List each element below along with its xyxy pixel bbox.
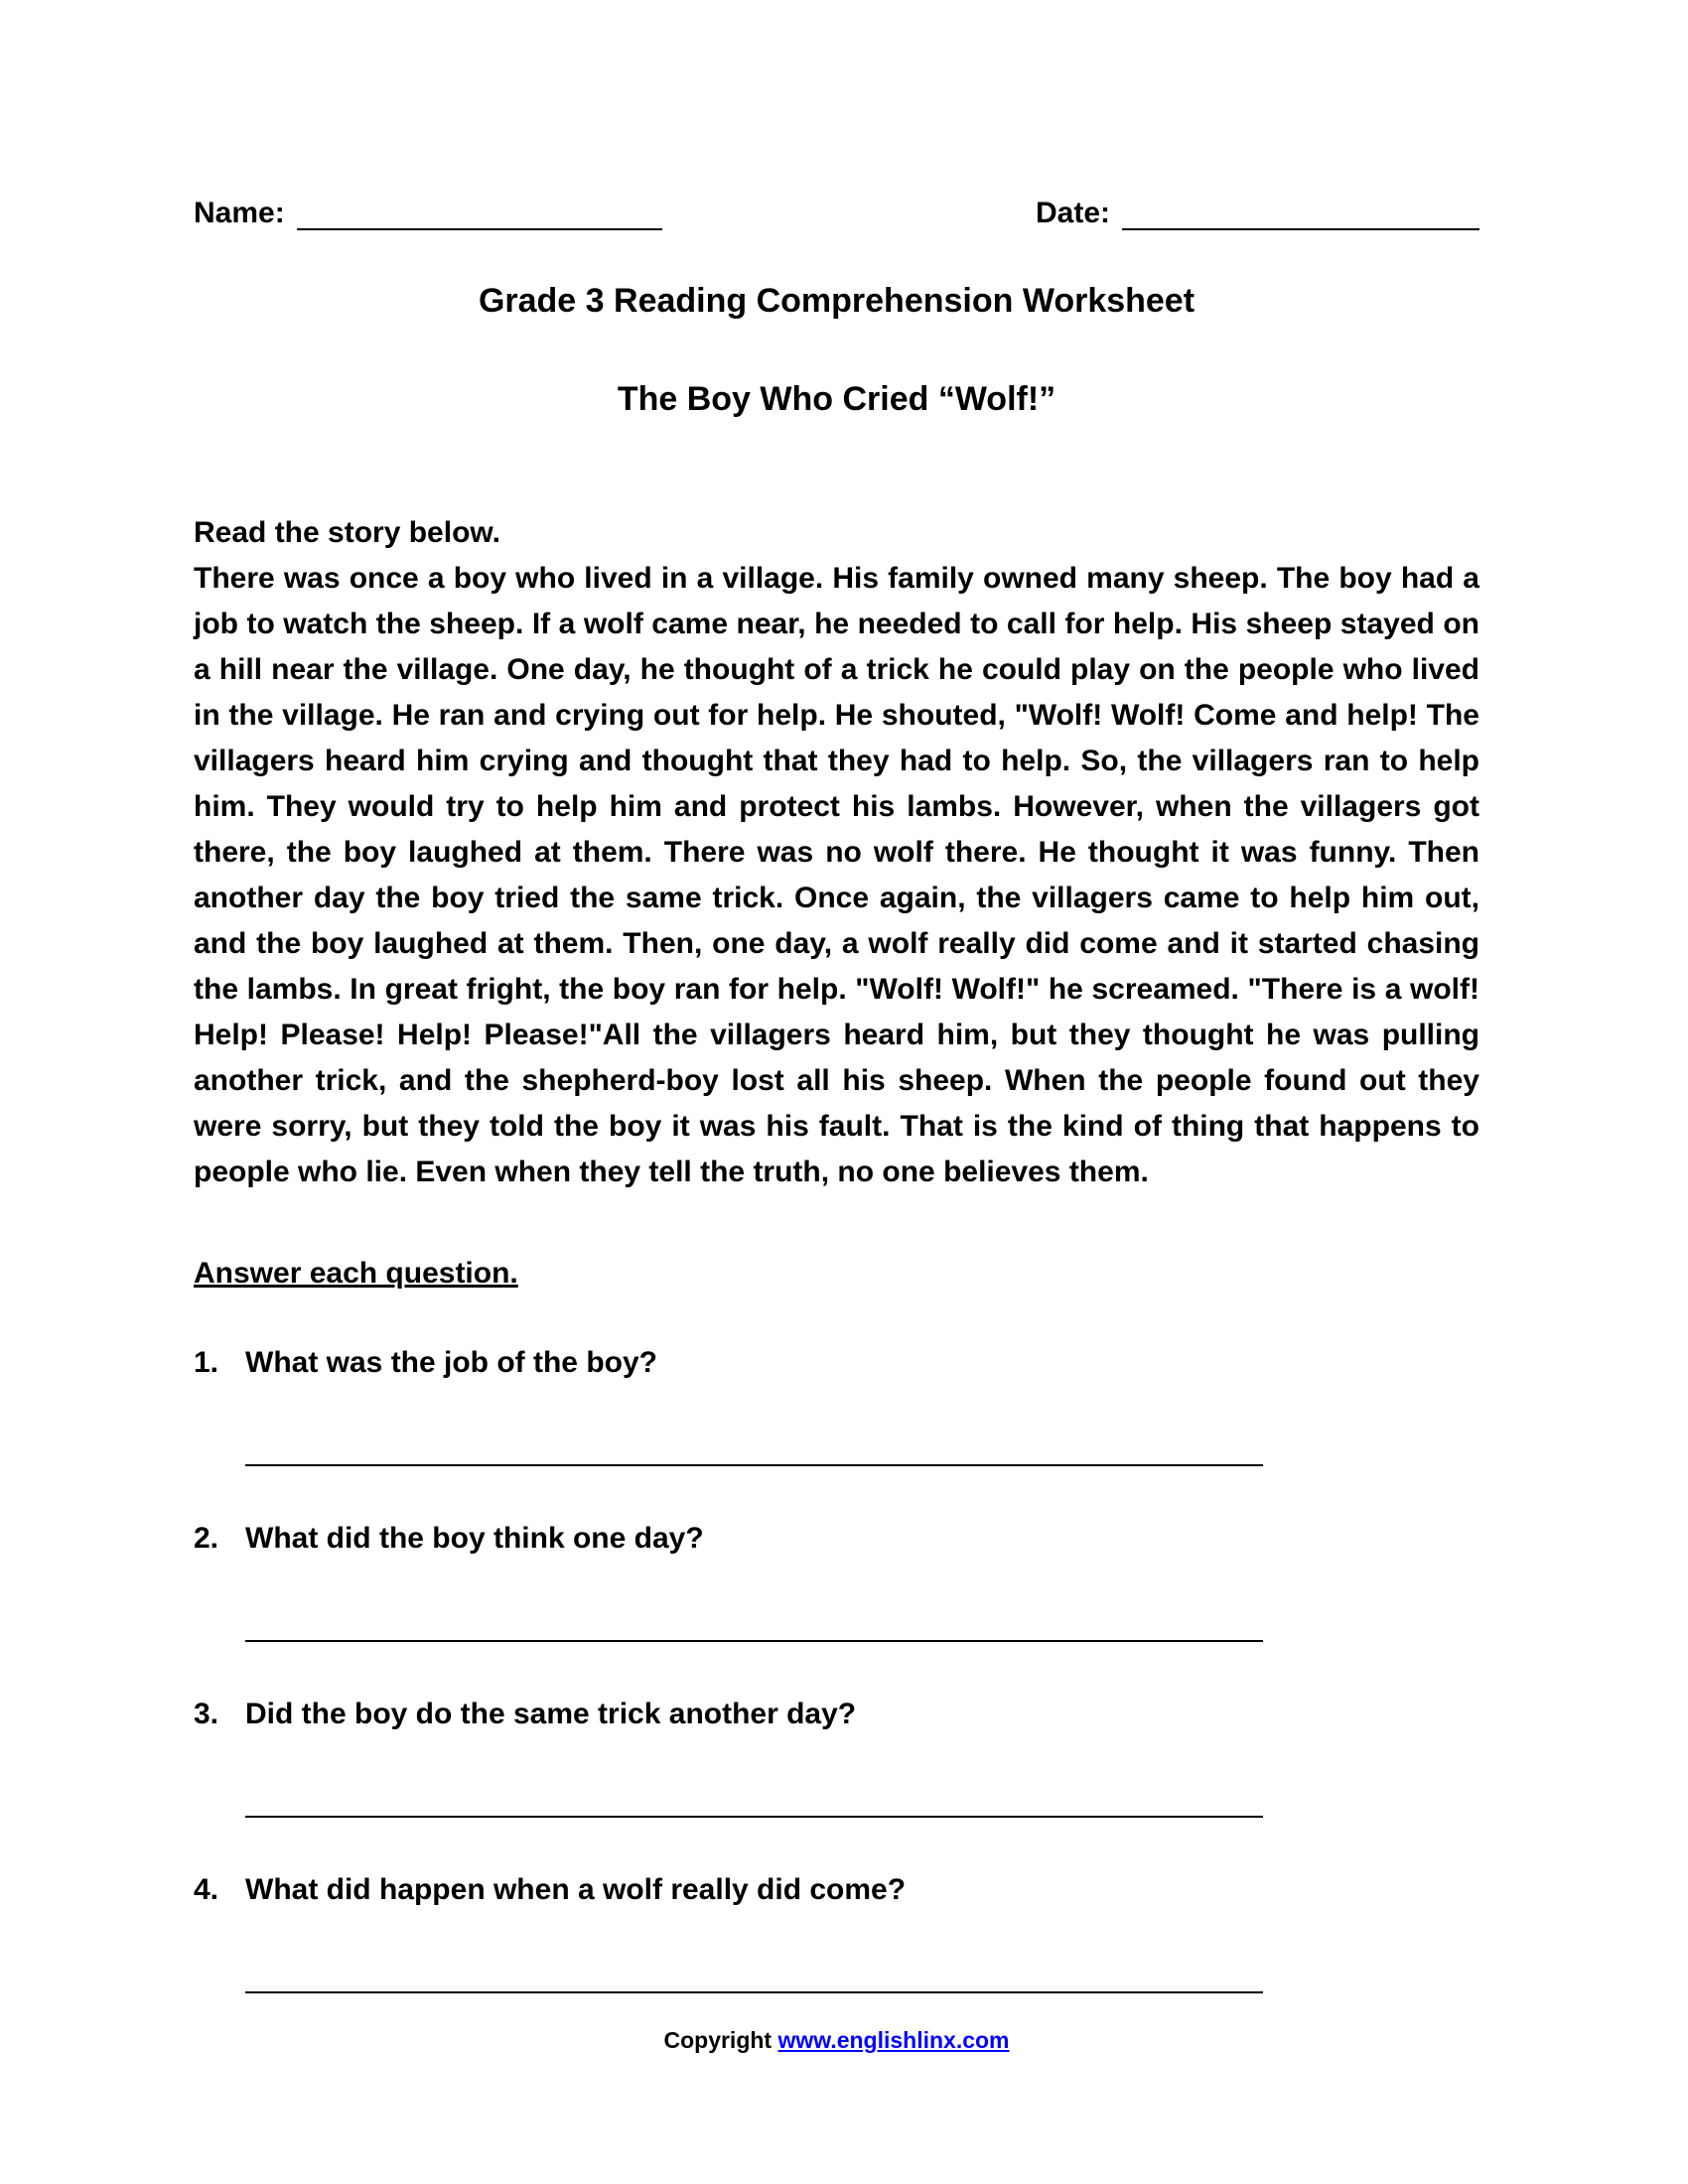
answer-blank-line [245, 1463, 1263, 1466]
story-text: There was once a boy who lived in a village. His family owned many sheep. The boy had a job to watch the sheep. If a wolf came near, he needed to call for help. His sheep stayed on a hill near the village. One day, he thought of a trick he could play on the people who lived in the village. He ran and crying out for help. He shouted, "Wolf! Wolf! Come and help! The villagers heard him crying and thought that they had to help. So, the villagers ran to help him. They would try to help him and protect his lambs. However, when the villagers got there, the boy laughed at them. There was no wolf there. He thought it was funny. Then another day the boy tried the same trick. Once again, the villagers came to help him out, and the boy laughed at them. Then, one day, a wolf really did come and it started chasing the lambs. In great fright, the boy ran for help. "Wolf! Wolf!" he screamed. "There is a wolf! Help! Please! Help! Please!"All the villagers heard him, but they thought he was pulling another trick, and the shepherd-boy lost all his sheep. When the people found out they were sorry, but they told the boy it was his fault. That is the kind of thing that happens to people who lie. Even when they tell the truth, no one believes them. [194, 562, 1479, 1188]
header-row [194, 197, 1479, 230]
question-number: 3. [194, 1698, 219, 1730]
answer-blank-line [245, 1815, 1263, 1818]
question-line [194, 1520, 1479, 1558]
question-text: What did the boy think one day? [245, 1522, 704, 1555]
question-line [194, 1344, 1479, 1382]
name-field [194, 197, 662, 230]
page-title: Grade 3 Reading Comprehension Worksheet [478, 282, 1196, 320]
question-4 [194, 1871, 1479, 1993]
name-label: Name: [194, 197, 285, 229]
question-number: 2. [194, 1522, 219, 1555]
story-title: The Boy Who Cried “Wolf!” [617, 380, 1056, 418]
question-text: What did happen when a wolf really did come? [245, 1873, 907, 1906]
date-blank-line [1122, 199, 1479, 230]
question-number: 4. [194, 1873, 219, 1906]
footer [194, 2027, 1479, 2054]
date-label: Date: [1035, 197, 1110, 229]
question-text: What was the job of the boy? [245, 1346, 657, 1379]
question-line [194, 1871, 1479, 1909]
name-blank-line [297, 199, 662, 230]
question-1 [194, 1344, 1479, 1466]
question-text: Did the boy do the same trick another day? [245, 1698, 857, 1730]
question-2 [194, 1520, 1479, 1642]
read-instruction: Read the story below. [194, 516, 500, 549]
answer-heading: Answer each question. [194, 1257, 518, 1290]
question-line [194, 1696, 1479, 1733]
answer-blank-line [245, 1639, 1263, 1642]
question-number: 1. [194, 1346, 219, 1379]
copyright-label: Copyright [663, 2027, 773, 2053]
answer-blank-line [245, 1990, 1263, 1993]
question-3 [194, 1696, 1479, 1818]
copyright-link[interactable]: www.englishlinx.com [777, 2027, 1010, 2053]
date-field [1036, 197, 1479, 230]
